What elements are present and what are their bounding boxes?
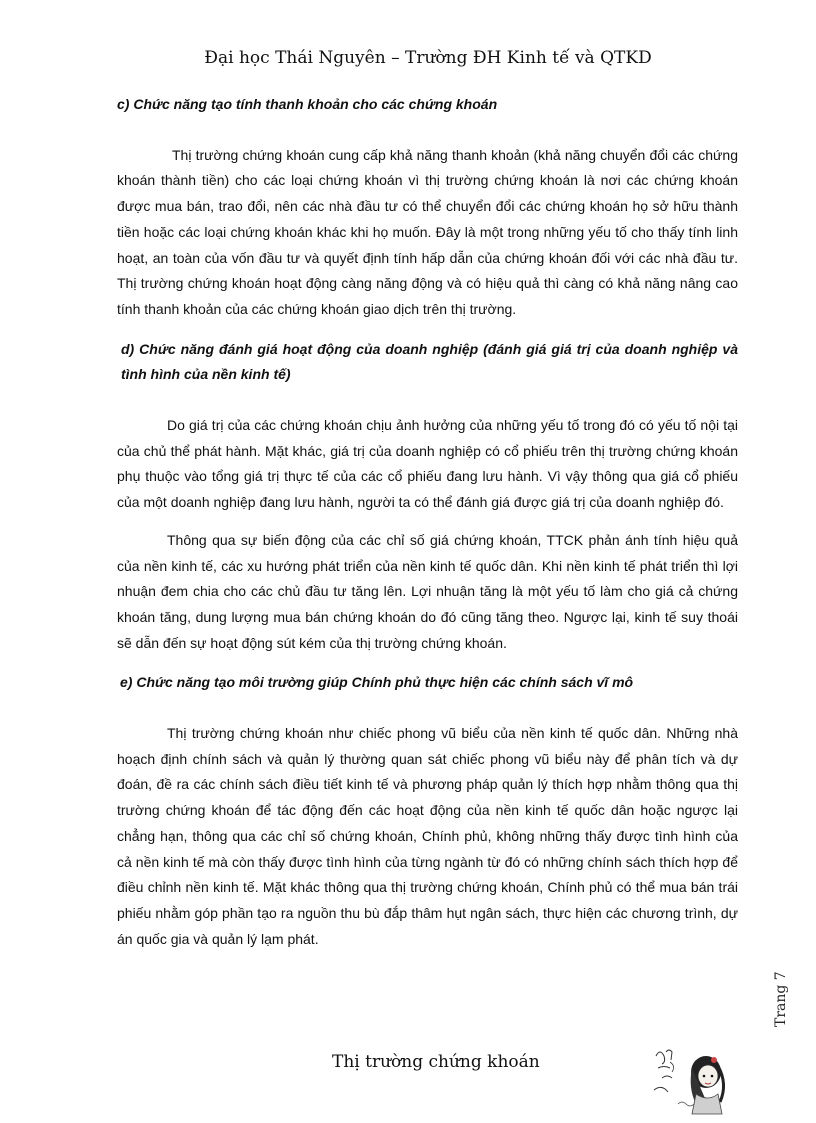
section-heading-d: d) Chức năng đánh giá hoạt động của doanh nghiệp (đánh giá giá trị của doanh nghiệp và tình hình của nền kinh tế) (121, 340, 738, 383)
page-footer: Thị trường chứng khoán (332, 1052, 540, 1072)
section-heading-c: c) Chức năng tạo tính thanh khoản cho các chứng khoán (117, 96, 498, 112)
page-number: Trang 7 (773, 971, 789, 1027)
paragraph: Thông qua sự biến động của các chỉ số giá chứng khoán, TTCK phản ánh tính hiệu quả của nền kinh tế, các xu hướng phát triển của nền kinh tế quốc dân. Khi nền kinh tế phát triển thì lợi nhuận đem chia cho các chủ đầu tư tăng lên. Lợi nhuận tăng là một yếu tố làm cho giá cả chứng khoán tăng, dung lượng mua bán chứng khoán do đó cũng tăng theo. Ngược lại, kinh tế suy thoái sẽ dẫn đến sự hoạt động sút kém của thị trường chứng khoán. (117, 531, 738, 651)
paragraph: Do giá trị của các chứng khoán chịu ảnh hưởng của những yếu tố trong đó có yếu tố nội tại của chủ thể phát hành. Mặt khác, giá trị của doanh nghiệp có cổ phiếu trên thị trường chứng khoán phụ thuộc vào tổng giá trị thực tế của các cổ phiếu đang lưu hành. Vì vậy thông qua giá cổ phiếu của một doanh nghiệp đang lưu hành, người ta có thể đánh giá được giá trị của doanh nghiệp đó. (117, 417, 738, 511)
paragraph: Thị trường chứng khoán như chiếc phong vũ biểu của nền kinh tế quốc dân. Những nhà hoạch định chính sách và quản lý thường quan sát chiếc phong vũ biểu này để phân tích và dự đoán, đề ra các chính sách điều tiết kinh tế và phương pháp quản lý thích hợp nhằm thông qua thị trường chứng khoán để tác động đến các hoạt động của nền kinh tế quốc dân hoặc ngược lại chẳng hạn, thông qua các chỉ số chứng khoán, Chính phủ, không những thấy được tình hình của cả nền kinh tế mà còn thấy được tình hình của từng ngành từ đó có những chính sách thích hợp để điều chỉnh nền kinh tế. Mặt khác thông qua thị trường chứng khoán, Chính phủ có thể mua bán trái phiếu nhằm góp phần tạo ra nguồn thu bù đắp thâm hụt ngân sách, thực hiện các chương trình, dự án quốc gia và quản lý lạm phát. (117, 725, 738, 947)
paragraph: Thị trường chứng khoán cung cấp khả năng thanh khoản (khả năng chuyển đổi các chứng khoán thành tiền) cho các loại chứng khoán vì thị trường chứng khoán là nơi các chứng khoán được mua bán, trao đổi, nên các nhà đầu tư có thể chuyển đổi các chứng khoán họ sở hữu thành tiền hoặc các loại chứng khoán khác khi họ muốn. Đây là một trong những yếu tố cho thấy tính linh hoạt, an toàn của vốn đầu tư và quyết định tính hấp dẫn của chứng khoán đối với các nhà đầu tư. Thị trường chứng khoán hoạt động càng năng động và có hiệu quả thì càng có khả năng nâng cao tính thanh khoản của các chứng khoán giao dịch trên thị trường. (117, 146, 738, 317)
footer-decoration-illustration (648, 1038, 732, 1118)
page-header: Đại học Thái Nguyên – Trường ĐH Kinh tế và QTKD (204, 48, 652, 68)
document-body (117, 92, 738, 952)
section-heading-e: e) Chức năng tạo môi trường giúp Chính phủ thực hiện các chính sách vĩ mô (120, 674, 634, 691)
